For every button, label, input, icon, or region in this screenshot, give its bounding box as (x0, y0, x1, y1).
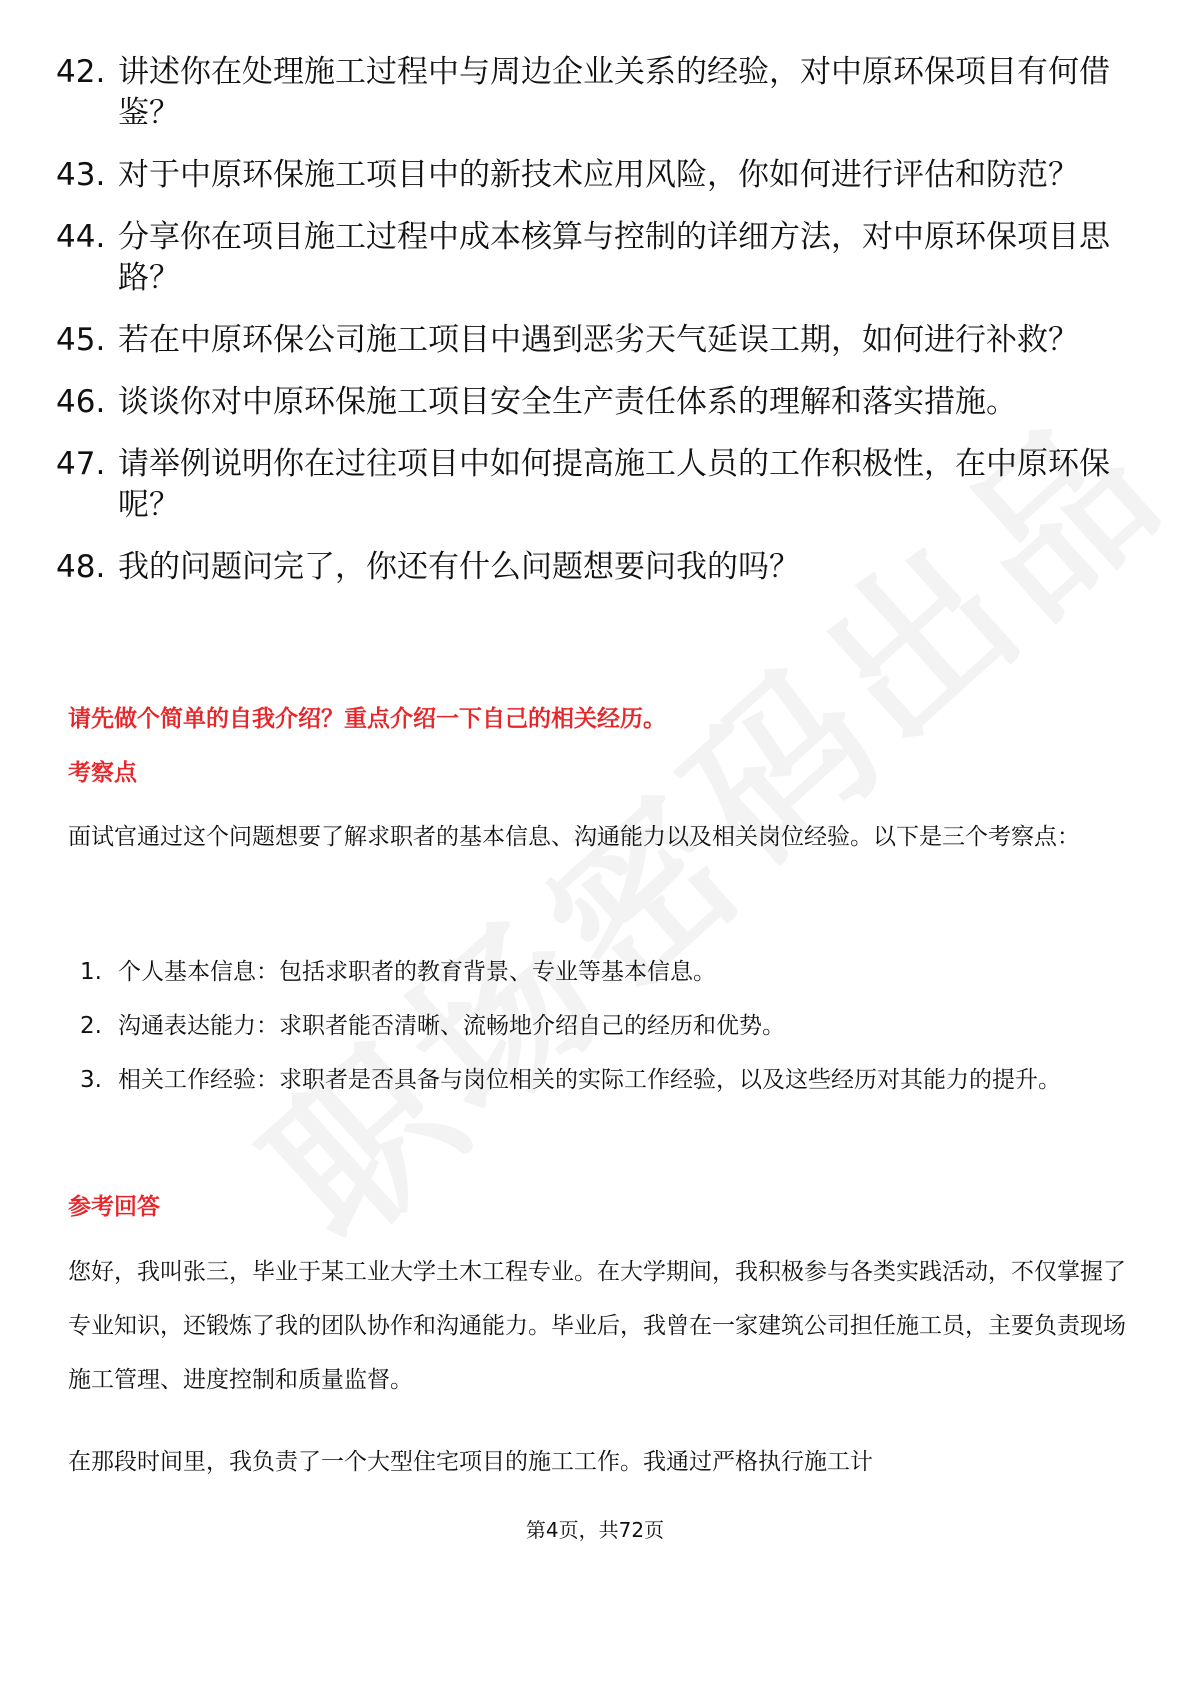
question-item (56, 52, 1136, 134)
question-number: 48. (56, 549, 106, 585)
question-text: 讲述你在处理施工过程中与周边企业关系的经验，对中原环保项目有何借鉴？ (118, 54, 1110, 131)
question-text: 请举例说明你在过往项目中如何提高施工人员的工作积极性，在中原环保呢？ (118, 446, 1110, 523)
question-number: 44. (56, 219, 106, 255)
question-number: 43. (56, 157, 106, 193)
focus-point-text: 相关工作经验：求职者是否具备与岗位相关的实际工作经验，以及这些经历对其能力的提升。 (118, 1067, 1061, 1093)
section-question: 请先做个简单的自我介绍？重点介绍一下自己的相关经历。 (68, 706, 666, 732)
focus-point (80, 999, 1134, 1053)
question-item (56, 382, 1136, 423)
question-number: 47. (56, 446, 106, 482)
focus-point (80, 945, 1134, 999)
focus-heading: 考察点 (68, 760, 137, 786)
question-item (56, 547, 1136, 588)
question-text: 我的问题问完了，你还有什么问题想要问我的吗？ (118, 549, 800, 585)
page-footer: 第4页，共72页 (525, 1518, 665, 1542)
focus-point-text: 沟通表达能力：求职者能否清晰、流畅地介绍自己的经历和优势。 (118, 1013, 785, 1039)
question-item (56, 320, 1136, 361)
question-text: 谈谈你对中原环保施工项目安全生产责任体系的理解和落实措施。 (118, 384, 1017, 420)
question-text: 分享你在项目施工过程中成本核算与控制的详细方法，对中原环保项目思路？ (118, 219, 1110, 296)
question-text: 若在中原环保公司施工项目中遇到恶劣天气延误工期，如何进行补救？ (118, 322, 1079, 358)
answer-heading: 参考回答 (68, 1194, 160, 1220)
focus-point-text: 个人基本信息：包括求职者的教育背景、专业等基本信息。 (118, 959, 716, 985)
focus-point (80, 1053, 1134, 1107)
question-item (56, 155, 1136, 196)
question-list (56, 52, 1136, 609)
question-number: 46. (56, 384, 106, 420)
answer-paragraph-2: 在那段时间里，我负责了一个大型住宅项目的施工工作。我通过严格执行施工计 (68, 1449, 873, 1475)
question-text: 对于中原环保施工项目中的新技术应用风险，你如何进行评估和防范？ (118, 157, 1079, 193)
focus-point-number: 2. (80, 1013, 102, 1039)
question-item (56, 444, 1136, 526)
question-item (56, 217, 1136, 299)
watermark (206, 525, 1013, 1287)
answer-paragraph-1: 您好，我叫张三，毕业于某工业大学土木工程专业。在大学期间，我积极参与各类实践活动，不仅掌握了专业知识，还锻炼了我的团队协作和沟通能力。毕业后，我曾在一家建筑公司担任施工员，主要负责现场施工管理、进度控制和质量监督。 (68, 1259, 1126, 1393)
question-number: 45. (56, 322, 106, 358)
focus-point-number: 3. (80, 1067, 102, 1093)
focus-points (80, 945, 1134, 1107)
focus-point-number: 1. (80, 959, 102, 985)
question-number: 42. (56, 54, 106, 90)
focus-intro: 面试官通过这个问题想要了解求职者的基本信息、沟通能力以及相关岗位经验。以下是三个考察点： (68, 824, 1080, 850)
